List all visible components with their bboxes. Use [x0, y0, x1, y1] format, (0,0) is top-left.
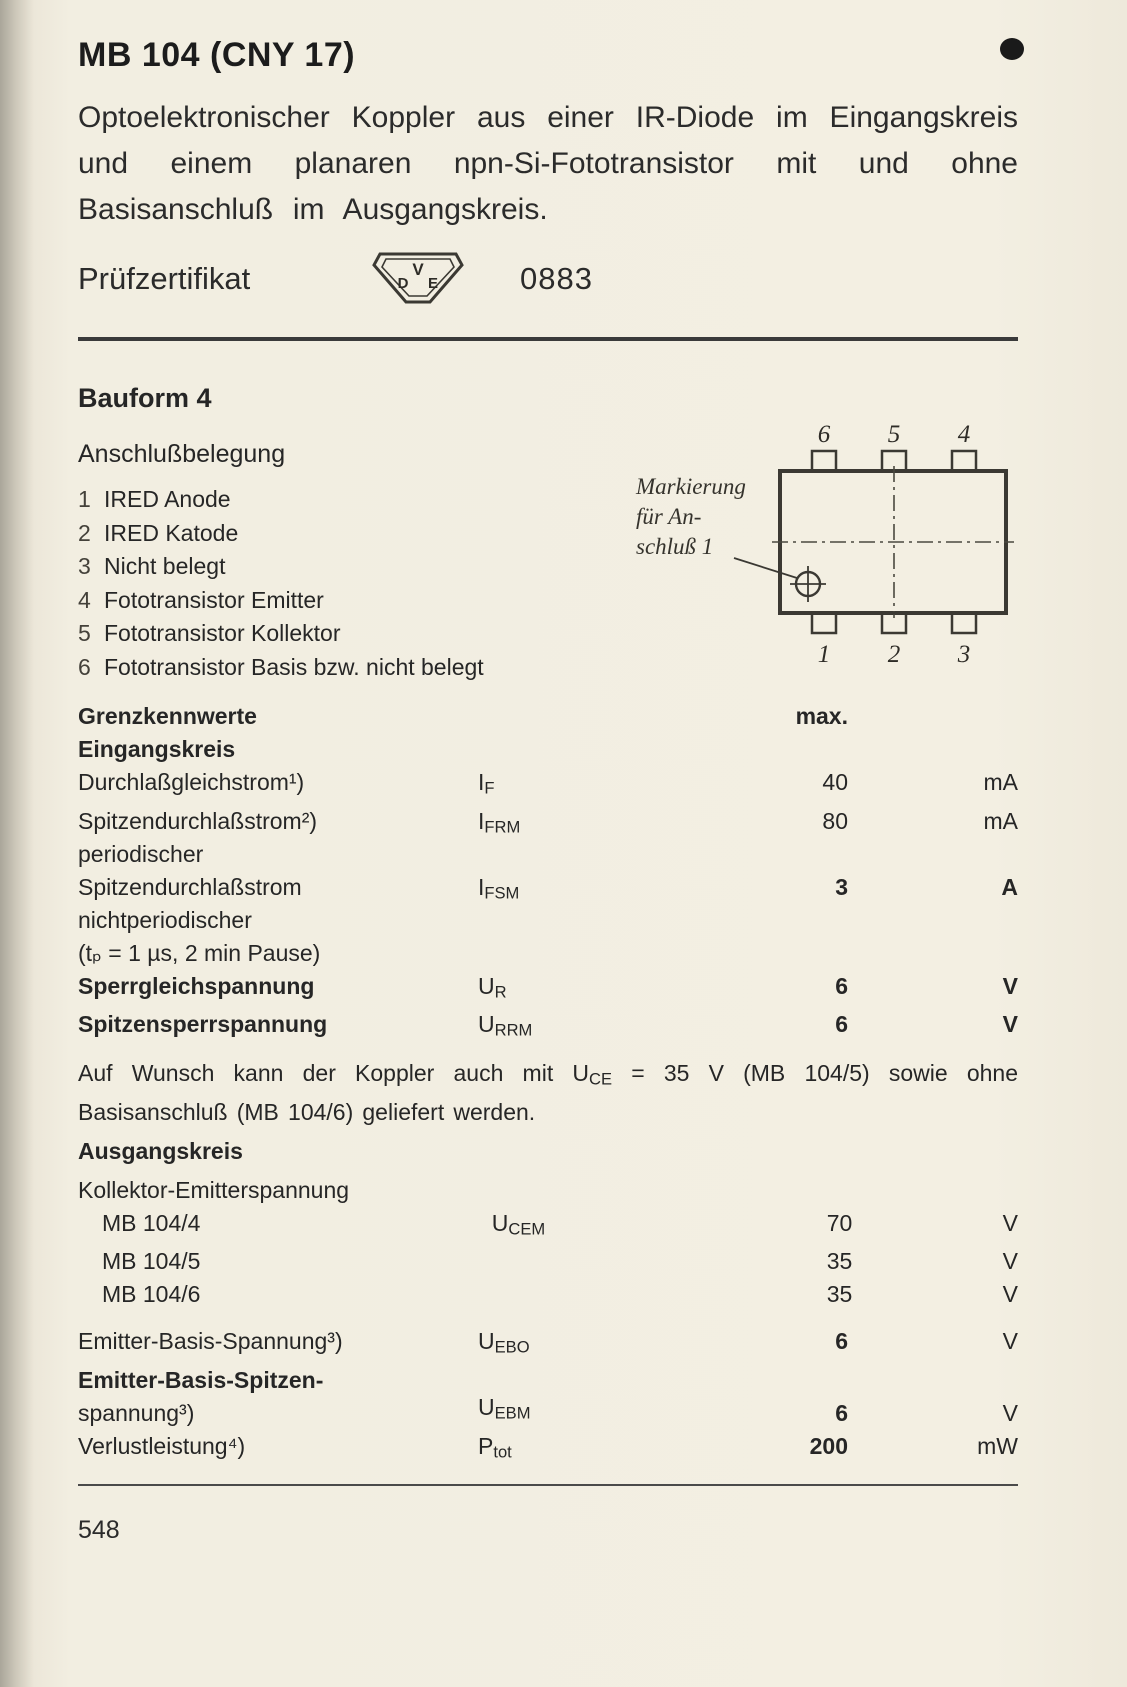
param-unit: V	[1002, 1281, 1018, 1308]
param-symbol	[478, 1008, 658, 1047]
param-value: 80	[822, 807, 848, 834]
diagram-pin-number-6: 6	[817, 421, 831, 448]
param-value: 200	[809, 1432, 848, 1459]
marking-label-line2: für An-	[636, 504, 702, 529]
pin-stub	[812, 613, 836, 633]
pin-label: IRED Anode	[104, 486, 231, 512]
diagram-pin-number-3: 3	[957, 641, 971, 668]
variant-label: MB 104/5	[102, 1248, 201, 1275]
footer-divider	[78, 1484, 1018, 1486]
param-label	[78, 1364, 478, 1430]
param-unit: A	[1001, 873, 1018, 900]
intro-paragraph: Optoelektronischer Koppler aus einer IR-Diode im Eingangskreis und einem planaren npn-Si-Fototransistor mit und ohne Basisanschluß im Ausgangskreis.	[78, 101, 1018, 226]
param-unit: V	[1002, 1209, 1018, 1236]
param-label	[78, 871, 478, 970]
table-row	[78, 1278, 1018, 1311]
output-circuit-heading: Ausgangskreis	[78, 1137, 243, 1164]
symbol-subscript: CEM	[508, 1219, 546, 1239]
limits-header-row	[78, 700, 1018, 733]
table-row	[78, 766, 1018, 805]
pin-stub	[952, 451, 976, 471]
table-row	[78, 1207, 1018, 1246]
symbol-base: U	[478, 1394, 495, 1421]
variant-label: MB 104/6	[102, 1281, 201, 1308]
page-content	[78, 0, 1018, 1468]
note-text: = 35 V (MB 104/5) sowie ohne Basisanschluß (MB 104/6) geliefert werden.	[78, 1059, 1018, 1125]
page-title: MB 104 (CNY 17)	[78, 36, 356, 74]
pin-label: Fototransistor Kollektor	[104, 620, 341, 646]
param-label-line2: nichtperiodischer	[78, 906, 252, 933]
param-label: Sperrgleichspannung	[78, 972, 315, 999]
note-subscript: CE	[589, 1069, 613, 1089]
param-symbol	[478, 1325, 658, 1364]
symbol-base: U	[478, 972, 495, 999]
param-label: Spitzensperrspannung	[78, 1011, 328, 1038]
param-value: 40	[822, 769, 848, 795]
table-row	[78, 1008, 1018, 1047]
pinout-subheading: Anschlußbelegung	[78, 440, 286, 468]
vde-letter-e: E	[427, 275, 439, 292]
pin-stub	[812, 451, 836, 471]
symbol-subscript: EBO	[494, 1337, 530, 1357]
param-value: 6	[835, 1011, 848, 1038]
symbol-subscript: RRM	[494, 1020, 533, 1040]
marking-label-line1: Markierung	[636, 474, 746, 499]
param-label-line1: Spitzendurchlaßstrom	[78, 873, 302, 900]
param-label-line2: periodischer	[78, 840, 204, 867]
param-label: Verlustleistung⁴)	[78, 1432, 246, 1459]
cev-group-heading: Kollektor-Emitterspannung	[78, 1176, 350, 1203]
pin-number: 1	[78, 486, 91, 512]
symbol-subscript: F	[484, 778, 495, 798]
symbol-base: I	[478, 807, 485, 834]
symbol-subscript: EBM	[494, 1403, 531, 1423]
package-diagram	[630, 418, 1022, 675]
symbol-subscript: FRM	[484, 817, 521, 837]
limits-table	[78, 700, 1018, 1468]
param-unit: V	[1002, 1248, 1018, 1275]
param-symbol	[478, 970, 658, 1009]
note-text: Auf Wunsch kann der Koppler auch mit U	[78, 1059, 590, 1086]
symbol-subscript: R	[494, 982, 507, 1002]
pin-stub	[952, 613, 976, 633]
table-row	[78, 1430, 1018, 1469]
pin-number: 5	[78, 620, 91, 646]
param-label	[78, 805, 478, 871]
pin-label: Nicht belegt	[104, 553, 226, 579]
symbol-base: I	[478, 873, 485, 900]
param-label-line1: Emitter-Basis-Spitzen-	[78, 1366, 324, 1393]
table-row	[78, 970, 1018, 1009]
page-footer	[78, 1484, 1018, 1545]
param-value: 6	[835, 1328, 848, 1355]
pin-number: 4	[78, 586, 91, 613]
param-label: Emitter-Basis-Spannung³)	[78, 1328, 343, 1355]
pin-number: 3	[78, 553, 91, 579]
vde-letter-v: V	[412, 260, 424, 279]
pin-label: Fototransistor Emitter	[104, 586, 324, 613]
param-unit: V	[1002, 1328, 1018, 1355]
param-unit: V	[1002, 1011, 1018, 1038]
symbol-base: I	[478, 769, 485, 795]
symbol-base: U	[478, 1328, 495, 1355]
pinout-section	[78, 421, 1018, 684]
table-row	[78, 805, 1018, 871]
param-symbol	[478, 766, 658, 805]
certificate-row	[78, 247, 1018, 311]
limits-heading: Grenzkennwerte	[78, 703, 257, 729]
vde-logo	[370, 248, 466, 310]
variant-label: MB 104/4	[102, 1209, 201, 1236]
marking-label-line3: schluß 1	[636, 534, 714, 559]
symbol-base: U	[478, 1011, 495, 1038]
table-row	[78, 1245, 1018, 1278]
table-row	[78, 1364, 1018, 1430]
param-unit: V	[1002, 1399, 1018, 1426]
diagram-pin-number-4: 4	[957, 421, 971, 448]
pin-number: 2	[78, 519, 91, 546]
param-symbol	[492, 1207, 667, 1246]
page-number: 548	[78, 1516, 120, 1544]
diagram-pin-number-1: 1	[817, 641, 831, 668]
marking-pointer-line	[734, 558, 797, 578]
param-symbol	[478, 1391, 658, 1430]
param-value: 70	[826, 1209, 853, 1236]
max-label: max.	[795, 703, 848, 729]
param-label-line1: Spitzendurchlaßstrom²)	[78, 807, 318, 834]
param-value: 35	[826, 1248, 853, 1275]
param-label-line3: (tₚ = 1 µs, 2 min Pause)	[78, 939, 321, 966]
cert-label: Prüfzertifikat	[78, 261, 251, 296]
table-row	[78, 1325, 1018, 1364]
param-unit: V	[1002, 972, 1018, 999]
input-circuit-heading: Eingangskreis	[78, 736, 236, 762]
cert-number: 0883	[520, 261, 593, 296]
diagram-pin-number-5: 5	[887, 421, 901, 448]
param-label-line2: spannung³)	[78, 1399, 195, 1426]
symbol-subscript: tot	[493, 1442, 512, 1462]
vde-letter-d: D	[397, 275, 409, 292]
header-divider	[78, 337, 1018, 341]
pin-number: 6	[78, 653, 91, 680]
param-value: 6	[835, 972, 848, 999]
param-unit: mA	[983, 807, 1018, 834]
param-symbol	[478, 871, 658, 910]
param-value: 35	[826, 1281, 853, 1308]
param-symbol	[478, 805, 658, 844]
symbol-subscript: FSM	[484, 883, 520, 903]
bauform-heading: Bauform 4	[78, 383, 212, 413]
diagram-pin-number-2: 2	[887, 641, 901, 668]
param-unit: mA	[983, 769, 1018, 795]
param-symbol	[478, 1430, 658, 1469]
param-value: 6	[835, 1399, 848, 1426]
option-note	[78, 1057, 1018, 1129]
symbol-base: P	[478, 1432, 494, 1459]
pin-label: IRED Katode	[104, 519, 239, 546]
table-row	[78, 871, 1018, 970]
symbol-base: U	[491, 1209, 509, 1236]
param-value: 3	[835, 873, 848, 900]
param-label: Durchlaßgleichstrom¹)	[78, 769, 305, 795]
param-unit: mW	[977, 1432, 1018, 1459]
pin-label: Fototransistor Basis bzw. nicht belegt	[104, 653, 484, 680]
